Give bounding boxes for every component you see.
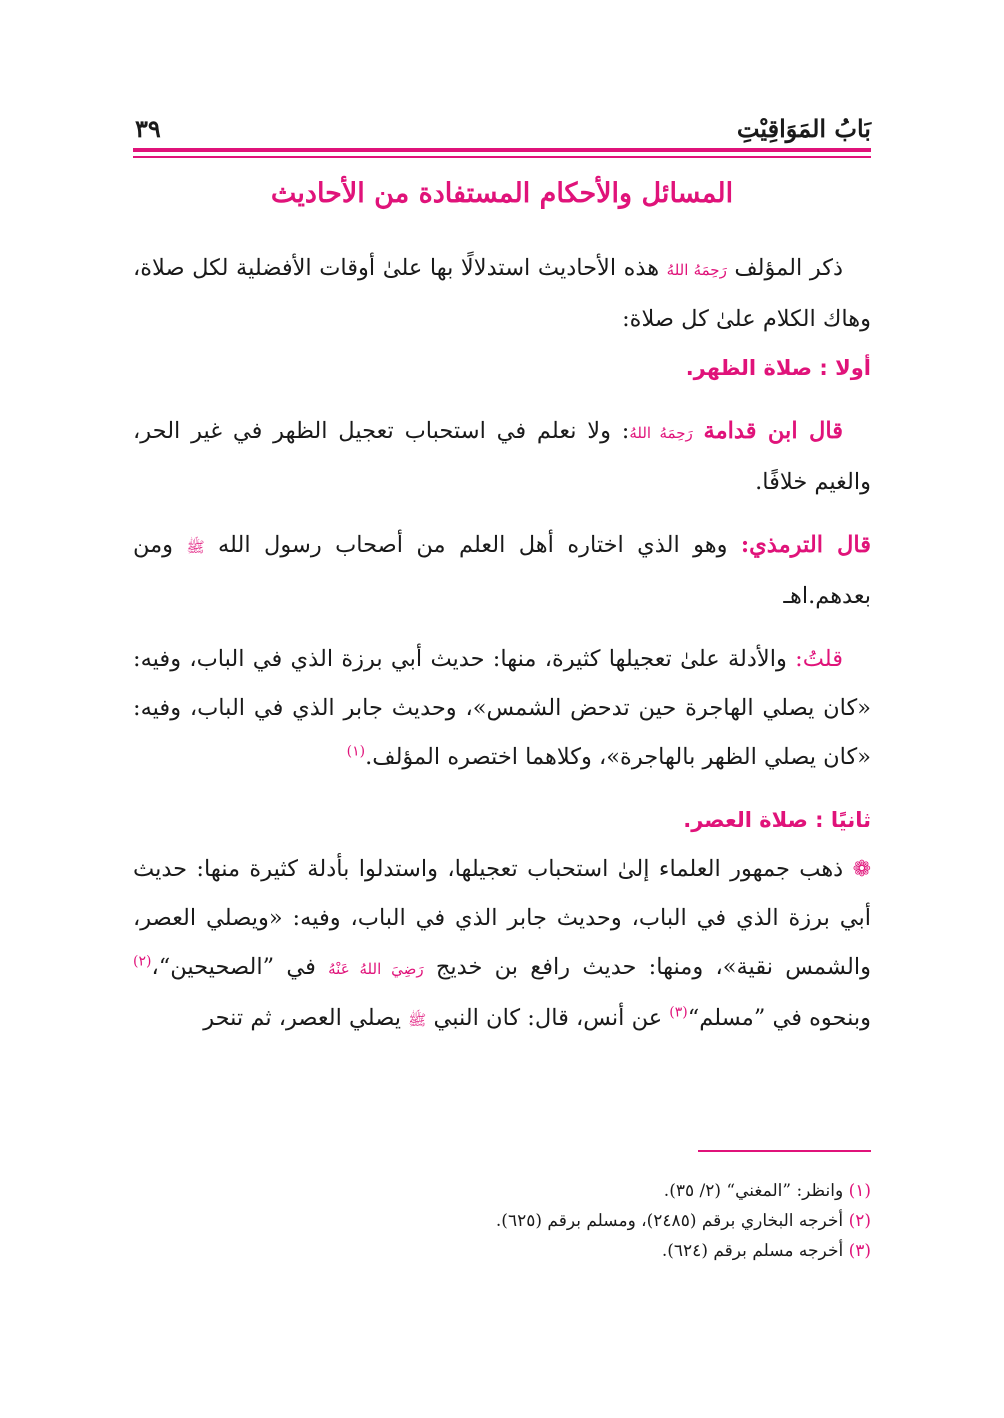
asr-text-e: يصلي العصر، ثم تنحر bbox=[203, 1005, 409, 1031]
asr-paragraph bbox=[133, 845, 871, 1045]
spacer bbox=[133, 782, 871, 796]
asr-text-d: عن أنس، قال: كان النبي bbox=[426, 1005, 670, 1031]
tirmidhi-text-a: وهو الذي اختاره أهل العلم من أصحاب رسول الله bbox=[204, 532, 741, 558]
asr-text-b: في ”الصحيحين“، bbox=[151, 954, 329, 980]
tirmidhi-text-b: ومن بعدهم.اهـ bbox=[133, 532, 871, 609]
footnote-text: وانظر: ”المغني“ (٢/ ٣٥). bbox=[663, 1181, 849, 1201]
spacer bbox=[133, 621, 871, 635]
honorific-rahimahullah: رَحِمَهُ اللهُ bbox=[666, 261, 727, 279]
flower-ornament-icon: ❁ bbox=[852, 857, 871, 882]
honorific-rahimahullah: رَحِمَهُ اللهُ bbox=[629, 424, 693, 442]
footnote-separator bbox=[698, 1150, 871, 1152]
asr-heading: ثانيًا : صلاة العصر. bbox=[683, 808, 871, 832]
footnote-number: (٢) bbox=[848, 1211, 871, 1231]
ibn-qudama-paragraph bbox=[133, 407, 871, 507]
footnotes bbox=[133, 1176, 871, 1266]
dhuhr-heading: أولا : صلاة الظهر. bbox=[685, 356, 871, 380]
spacer bbox=[133, 507, 871, 521]
main-text bbox=[133, 244, 871, 1045]
footnote-number: (٣) bbox=[848, 1241, 871, 1261]
footnote-ref-1[interactable]: (١) bbox=[346, 743, 366, 760]
footnote-ref-3[interactable]: (٣) bbox=[669, 1004, 688, 1021]
author-note-paragraph bbox=[133, 635, 871, 782]
author-note-text: والأدلة علىٰ تعجيلها كثيرة، منها: حديث أبي برزة الذي في الباب، وفيه: «كان يصلي الهاجرة حين تدحض الشمس»، وحديث جابر الذي في الباب، وفيه: «كان يصلي الظهر بالهاجرة»، وكلاهما اختصره المؤلف. bbox=[133, 646, 871, 770]
footnote-ref-2[interactable]: (٢) bbox=[133, 953, 152, 970]
footnote-text: أخرجه البخاري برقم (٢٤٨٥)، ومسلم برقم (٦٢٥). bbox=[495, 1211, 849, 1231]
spacer bbox=[133, 393, 871, 407]
page-number: ٣٩ bbox=[135, 114, 161, 143]
qultu-label: قلتُ: bbox=[795, 646, 843, 672]
page-header bbox=[133, 112, 871, 152]
section-title: المسائل والأحكام المستفادة من الأحاديث bbox=[270, 178, 734, 209]
asr-text-c: وبنحوه في ”مسلم“ bbox=[687, 1005, 871, 1031]
footnote-1 bbox=[133, 1176, 871, 1206]
header-rule-thin bbox=[133, 156, 871, 158]
chapter-title: بَابُ المَوَاقِيْتِ bbox=[736, 114, 871, 143]
honorific-salla: ﷺ bbox=[408, 1011, 427, 1029]
tirmidhi-paragraph bbox=[133, 521, 871, 621]
intro-paragraph bbox=[133, 244, 871, 344]
tirmidhi-name: قال الترمذي: bbox=[740, 532, 871, 558]
honorific-radiallahu: رَضِيَ اللهُ عَنْهُ bbox=[328, 960, 424, 978]
footnote-number: (١) bbox=[848, 1181, 871, 1201]
ibn-qudama-text: : ولا نعلم في استحباب تعجيل الظهر في غير الحر، والغيم خلافًا. bbox=[133, 418, 871, 495]
header-rule-thick bbox=[133, 148, 871, 152]
intro-text-1: ذكر المؤلف bbox=[726, 255, 843, 281]
ibn-qudama-name: قال ابن قدامة bbox=[703, 418, 843, 444]
honorific-salla: ﷺ bbox=[186, 538, 205, 556]
asr-text-a: ذهب جمهور العلماء إلىٰ استحباب تعجيلها، واستدلوا بأدلة كثيرة منها: حديث أبي برزة الذي في الباب، وحديث جابر الذي في الباب، وفيه: «ويصلي العصر، والشمس نقية»، ومنها: حديث رافع بن خديج bbox=[133, 856, 871, 980]
intro-text-2: هذه الأحاديث استدلالًا بها علىٰ أوقات الأفضلية لكل صلاة، وهاك الكلام علىٰ كل صلاة: bbox=[133, 255, 871, 332]
footnote-3 bbox=[133, 1236, 871, 1266]
footnote-2 bbox=[133, 1206, 871, 1236]
footnote-text: أخرجه مسلم برقم (٦٢٤). bbox=[661, 1241, 849, 1261]
